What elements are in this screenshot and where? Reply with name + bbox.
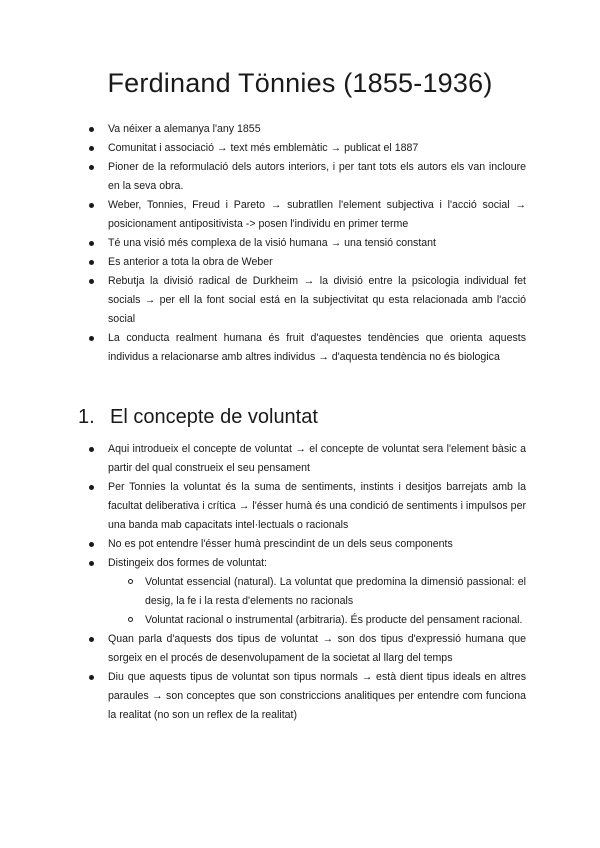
sub-bullet-list — [108, 573, 526, 630]
list-item: Té una visió més complexa de la visió humana → una tensió constant — [0, 234, 600, 253]
list-item: Va néixer a alemanya l'any 1855 — [0, 120, 600, 139]
list-item: Rebutja la divisió radical de Durkheim → la divisió entre la psicologia individual fet socials → per ell la font social está en la subjectivitat qu esta relacionada amb l'acció social — [0, 272, 600, 329]
list-item-with-sublist — [0, 554, 600, 630]
list-item: Pioner de la reformulació dels autors interiors, i per tant tots els autors els van incloure en la seva obra. — [0, 158, 600, 196]
list-item: La conducta realment humana és fruit d'aquestes tendències que orienta aquests individus a relacionarse amb altres individus → d'aquesta tendència no és biologica — [0, 329, 600, 367]
list-item: Quan parla d'aquests dos tipus de voluntat → son dos tipus d'expressió humana que sorgeix en el procés de desenvolupament de la societat al llarg del temps — [0, 630, 600, 668]
sub-list-item: Voluntat racional o instrumental (arbitraria). És producte del pensament racional. — [108, 611, 526, 630]
list-item: Diu que aquests tipus de voluntat son tipus normals → està dient tipus ideals en altres paraules → son conceptes que son constriccions analitiques per entendre com funciona la realitat (no son un reflex de la realitat) — [0, 668, 600, 725]
list-item: Es anterior a tota la obra de Weber — [0, 253, 600, 272]
sub-list-item: Voluntat essencial (natural). La voluntat que predomina la dimensió passional: el desig, la fe i la resta d'elements no racionals — [108, 573, 526, 611]
list-item: Aqui introdueix el concepte de voluntat → el concepte de voluntat sera l'element bàsic a partir del qual construeix el seu pensament — [0, 440, 600, 478]
list-item: No es pot entendre l'ésser humà prescindint de un dels seus components — [0, 535, 600, 554]
list-item: Weber, Tonnies, Freud i Pareto → subratllen l'element subjectiva i l'acció social → posicionament antipositivista -> posen l'individu en primer terme — [0, 196, 600, 234]
section-heading — [78, 406, 318, 429]
section-number: 1. — [78, 406, 95, 428]
intro-bullet-list — [0, 120, 600, 367]
page-title: Ferdinand Tönnies (1855-1936) — [107, 68, 493, 98]
list-item: Comunitat i associació → text més emblemàtic → publicat el 1887 — [0, 139, 600, 158]
list-item: Per Tonnies la voluntat és la suma de sentiments, instints i desitjos barrejats amb la facultat deliberativa i crítica → l'ésser humà és una condició de sentiments i impulsos per una banda mab capacitats intel·lectuals o racionals — [0, 478, 600, 535]
voluntat-bullet-list — [0, 440, 600, 725]
list-item-text: Distingeix dos formes de voluntat: — [108, 557, 267, 569]
section-title: El concepte de voluntat — [110, 406, 318, 428]
